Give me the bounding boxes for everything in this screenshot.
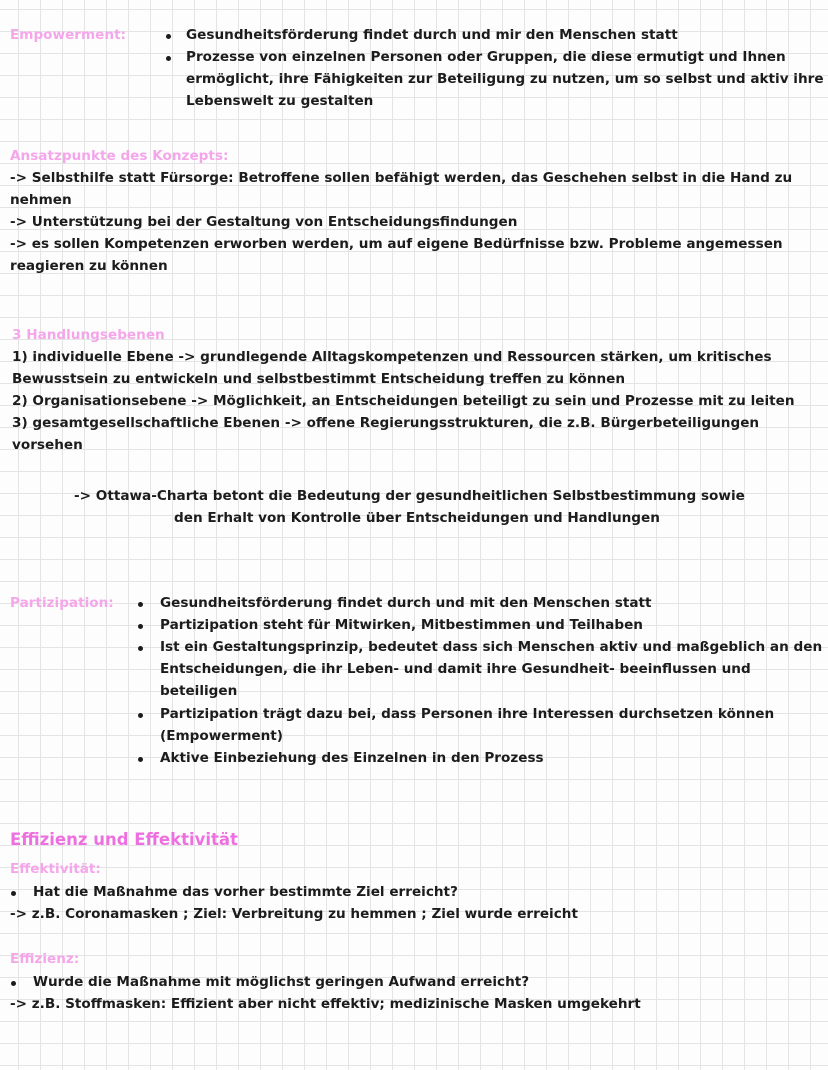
- ottawa-line-2: den Erhalt von Kontrolle über Entscheidungen und Handlungen: [174, 510, 660, 526]
- ansatzpunkte-line-5: reagieren zu können: [10, 258, 168, 274]
- bullet-dot: [11, 891, 16, 896]
- empowerment-bullet-1: Gesundheitsförderung findet durch und mir den Menschen statt: [186, 27, 678, 43]
- partizipation-bullet-4-line-2: (Empowerment): [160, 728, 283, 744]
- bullet-dot: [166, 56, 171, 61]
- partizipation-heading: Partizipation:: [10, 595, 114, 611]
- effizienz-bullet: Wurde die Maßnahme mit möglichst geringen Aufwand erreicht?: [33, 974, 530, 990]
- bullet-dot: [138, 624, 143, 629]
- ansatzpunkte-line-3: -> Unterstützung bei der Gestaltung von Entscheidungsfindungen: [10, 214, 518, 230]
- partizipation-bullet-4-line-1: Partizipation trägt dazu bei, dass Personen ihre Interessen durchsetzen können: [160, 706, 775, 722]
- effizienz-example: -> z.B. Stoffmasken: Effizient aber nicht effektiv; medizinische Masken umgekehrt: [10, 996, 641, 1012]
- effektivitaet-example: -> z.B. Coronamasken ; Ziel: Verbreitung zu hemmen ; Ziel wurde erreicht: [10, 906, 578, 922]
- partizipation-bullet-1: Gesundheitsförderung findet durch und mit den Menschen statt: [160, 595, 652, 611]
- ansatzpunkte-heading: Ansatzpunkte des Konzepts:: [10, 148, 229, 164]
- bullet-dot: [138, 602, 143, 607]
- partizipation-bullet-3-line-1: Ist ein Gestaltungsprinzip, bedeutet dass sich Menschen aktiv und maßgeblich an den: [160, 639, 823, 655]
- partizipation-bullet-3-line-3: beteiligen: [160, 683, 238, 699]
- bullet-dot: [138, 713, 143, 718]
- effektivitaet-bullet: Hat die Maßnahme das vorher bestimmte Ziel erreicht?: [33, 884, 458, 900]
- bullet-dot: [138, 757, 143, 762]
- ansatzpunkte-line-4: -> es sollen Kompetenzen erworben werden, um auf eigene Bedürfnisse bzw. Probleme angemessen: [10, 236, 783, 252]
- effektivitaet-heading: Effektivität:: [10, 861, 101, 877]
- empowerment-bullet-2-line-1: Prozesse von einzelnen Personen oder Gruppen, die diese ermutigt und Ihnen: [186, 49, 786, 65]
- ansatzpunkte-line-1: -> Selbsthilfe statt Fürsorge: Betroffene sollen befähigt werden, das Geschehen selbst in die Hand zu: [10, 170, 793, 186]
- handlungsebenen-line-2: Bewusstsein zu entwickeln und selbstbestimmt Entscheidung treffen zu können: [12, 371, 626, 387]
- handlungsebenen-heading: 3 Handlungsebenen: [12, 327, 165, 343]
- ansatzpunkte-line-2: nehmen: [10, 192, 72, 208]
- handlungsebenen-line-4: 3) gesamtgesellschaftliche Ebenen -> offene Regierungsstrukturen, die z.B. Bürgerbeteiligungen: [12, 415, 760, 431]
- empowerment-bullet-2-line-3: Lebenswelt zu gestalten: [186, 93, 374, 109]
- partizipation-bullet-3-line-2: Entscheidungen, die ihr Leben- und damit ihre Gesundheit- beeinflussen und: [160, 661, 751, 677]
- empowerment-heading: Empowerment:: [10, 27, 126, 43]
- effizienz-heading: Effizienz:: [10, 951, 80, 967]
- partizipation-bullet-5: Aktive Einbeziehung des Einzelnen in den Prozess: [160, 750, 544, 766]
- bullet-dot: [166, 34, 171, 39]
- partizipation-bullet-2: Partizipation steht für Mitwirken, Mitbestimmen und Teilhaben: [160, 617, 643, 633]
- handlungsebenen-line-5: vorsehen: [12, 437, 83, 453]
- handlungsebenen-line-3: 2) Organisationsebene -> Möglichkeit, an Entscheidungen beteiligt zu sein und Prozesse mit zu leiten: [12, 393, 795, 409]
- handlungsebenen-line-1: 1) individuelle Ebene -> grundlegende Alltagskompetenzen und Ressourcen stärken, um kritisches: [12, 349, 772, 365]
- empowerment-bullet-2-line-2: ermöglicht, ihre Fähigkeiten zur Beteiligung zu nutzen, um so selbst und aktiv ihre: [186, 71, 824, 87]
- bullet-dot: [11, 981, 16, 986]
- bullet-dot: [138, 646, 143, 651]
- ottawa-line-1: -> Ottawa-Charta betont die Bedeutung der gesundheitlichen Selbstbestimmung sowie: [74, 488, 745, 504]
- effizienz-title: Effizienz und Effektivität: [10, 830, 238, 849]
